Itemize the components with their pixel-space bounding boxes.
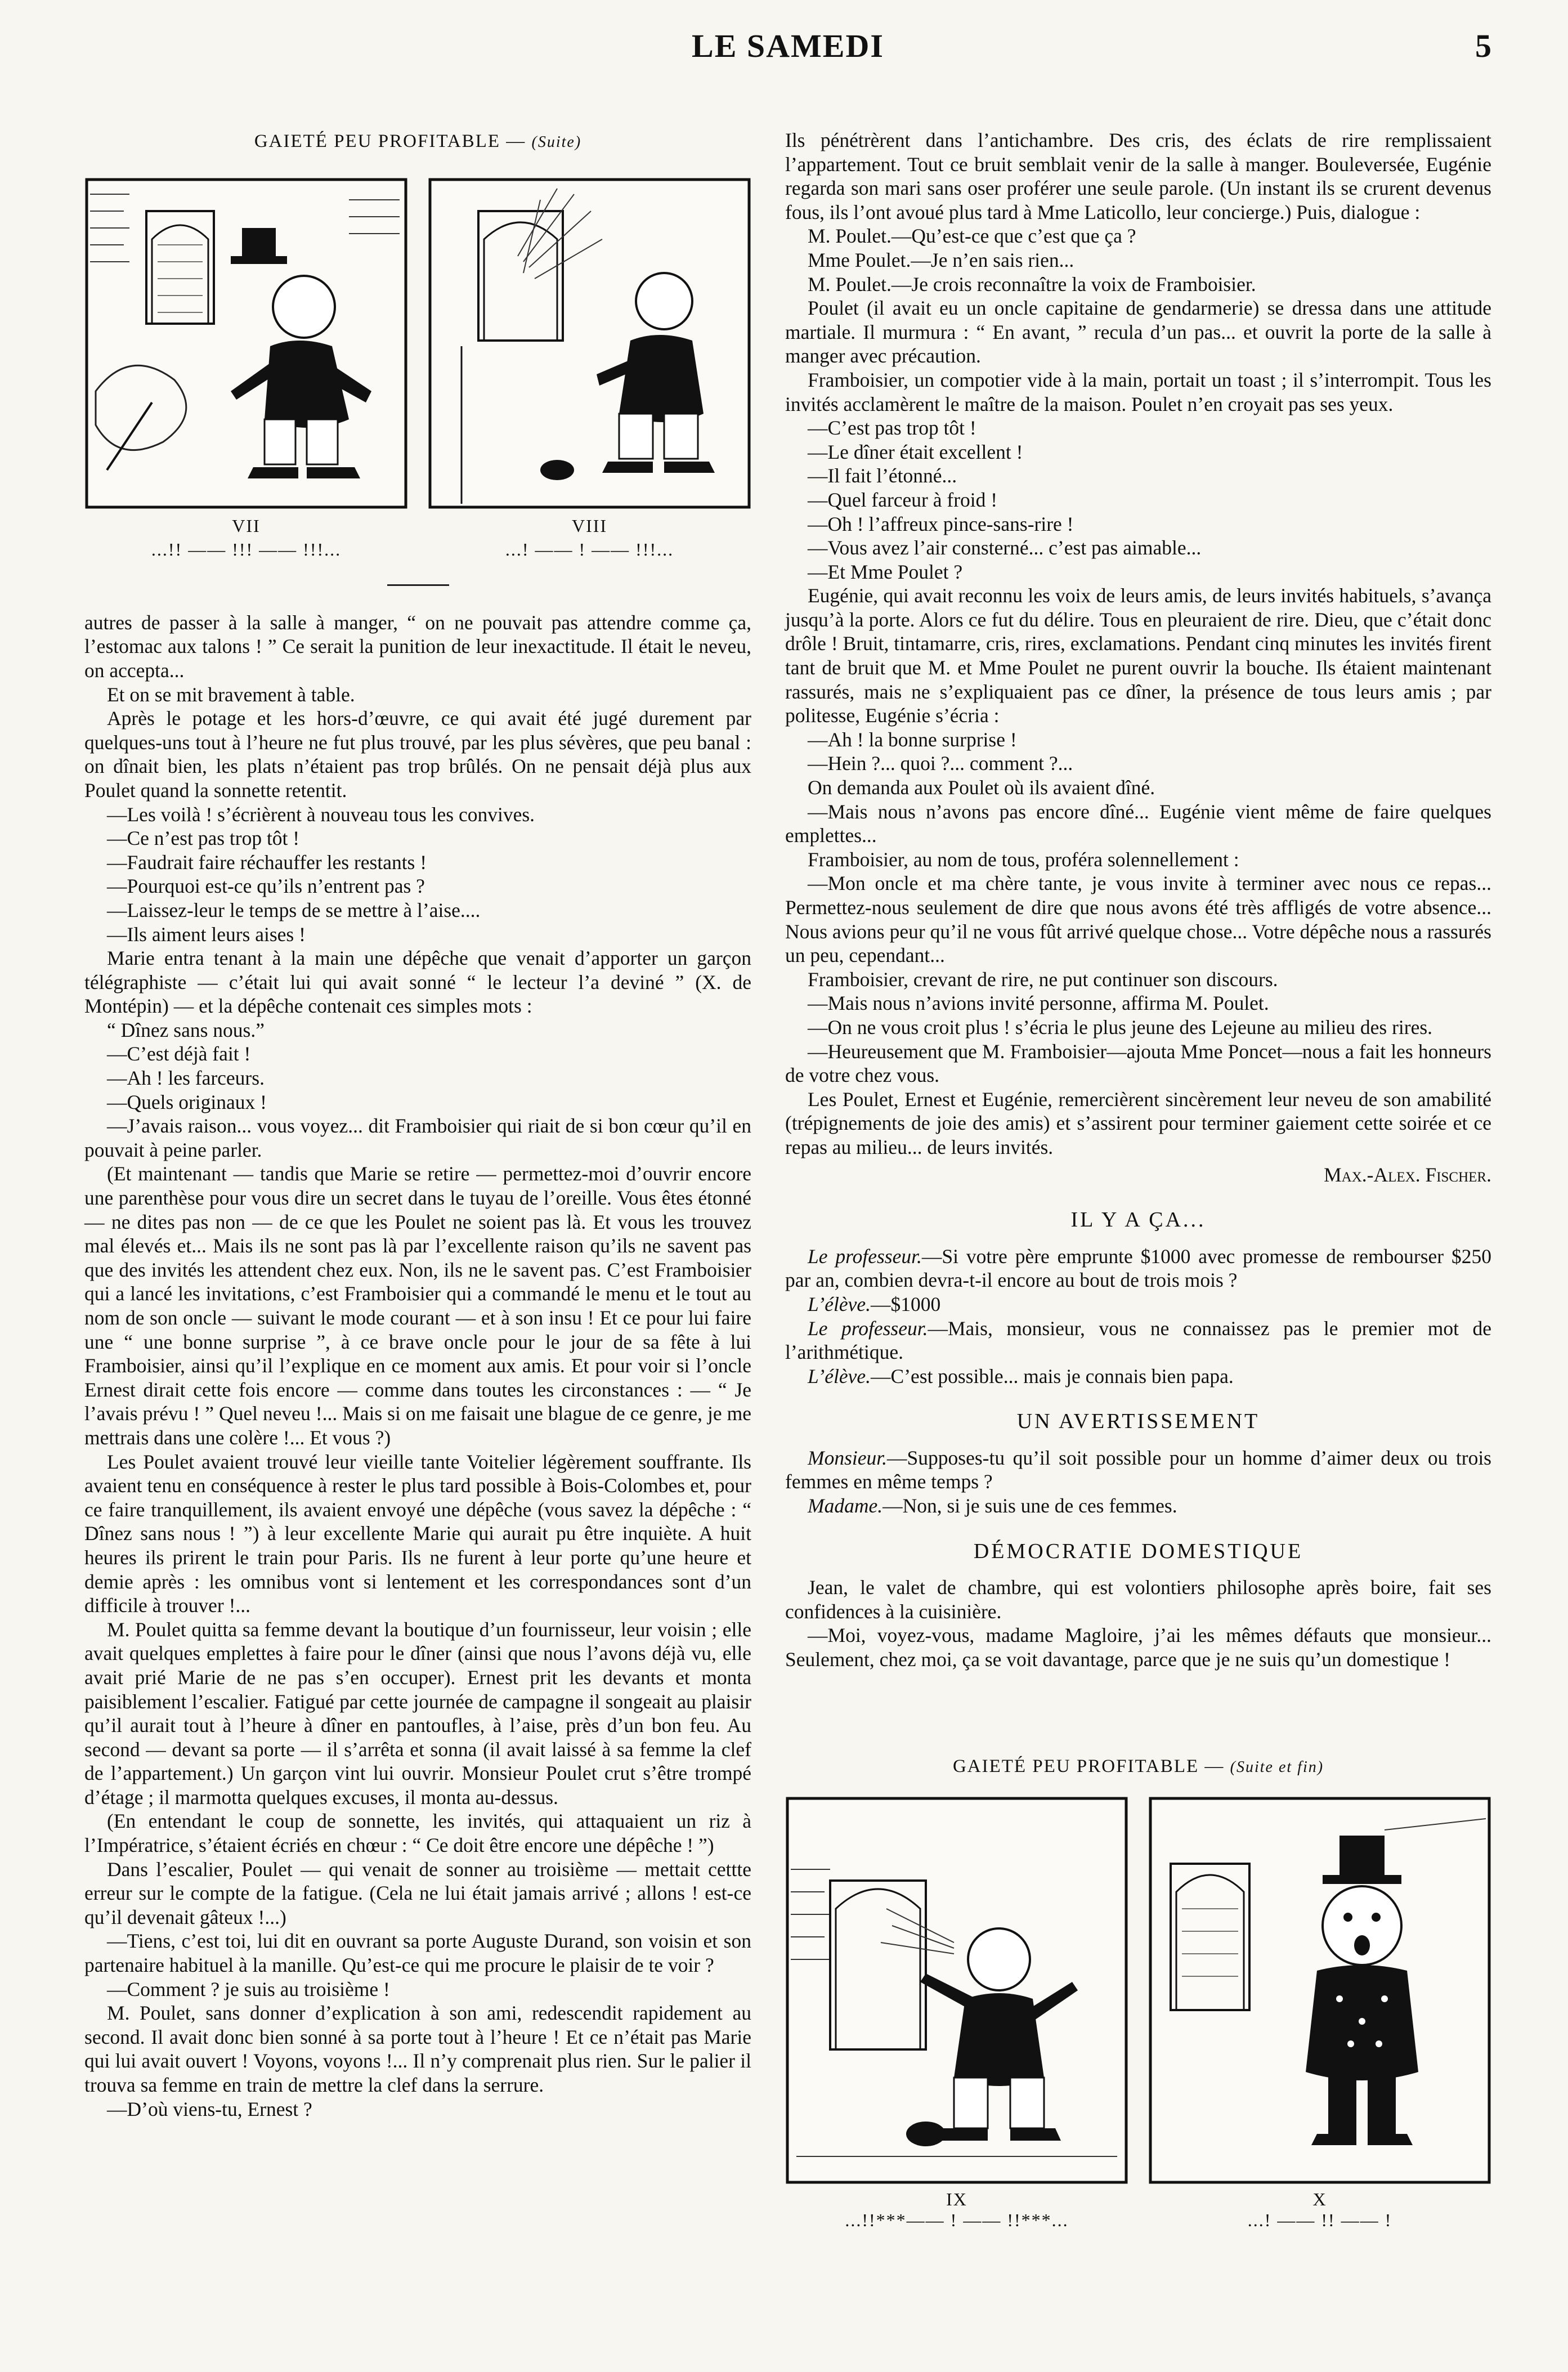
paragraph: —Le dîner était excellent ! [808,440,1023,463]
paragraph: —Quels originaux ! [107,1090,267,1113]
author-signature: Max.-Alex. Fischer. [1324,1163,1491,1186]
caption-suffix: (Suite) [531,133,582,151]
illustration-panel-ix [785,1796,1128,2231]
paragraph: M. Poulet.—Je crois reconnaître la voix de Framboisier. [808,272,1256,296]
line-text: —C’est possible... mais je connais bien papa. [871,1364,1234,1388]
caption-title: GAIETÉ PEU PROFITABLE — [254,131,526,151]
paragraph: —Ah ! la bonne surprise ! [808,728,1017,751]
paragraph: Et on se mit bravement à table. [107,683,355,706]
bottom-illustration-caption [785,1756,1491,1777]
paragraph: —Comment ? je suis au troisième ! [107,1977,390,2000]
panel-caption: ...! —— ! —— !!!... [505,539,674,560]
paragraph: Framboisier, crevant de rire, ne put continuer son discours. [808,968,1278,991]
paragraph: —Et Mme Poulet ? [808,560,963,583]
paragraph: Ils pénétrèrent dans l’antichambre. Des cris, des éclats de rire remplissaient l’appartement. Tout ce bruit semblait venir de la salle à manger. Bouleversée, Eugénie regarda son mari sans oser proférer une seule parole. (Un instant ils se crurent devenus fous, ils l’ont avoué plus tard à Mme Laticollo, leur concierge.) Puis, dialogue : [785,129,1491,223]
cartoon-man-water-spray-drawing [428,177,751,509]
panel-numeral: X [1312,2189,1327,2209]
paragraph: Eugénie, qui avait reconnu les voix de leurs amis, de leurs invités habituels, s’avança jusqu’à la porte. Alors ce fut du délire. Tous en pleuraient de rire. Dieu, que c’était donc drôle ! Bruit, tintamarre, cris, rires, exclamations. Pendant cinq minutes les invités firent tant de bruit que M. et Mme Poulet ne purent ouvrir la bouche. Ils étaient maintenant rassurés, mais ne s’expliquaient pas ce dîner, la présence de tous leurs amis ; par politesse, Eugénie s’écria : [785,584,1491,727]
paragraph: —Ce n’est pas trop tôt ! [107,827,300,850]
speaker: Monsieur. [808,1446,888,1469]
bottom-illustration-block [785,1756,1491,2231]
speaker: Madame. [808,1494,883,1518]
paragraph: —Heureusement que M. Framboisier—ajouta Mme Poncet—nous a fait les honneurs de votre chez vous. [785,1040,1491,1087]
paragraph: —Il fait l’étonné... [808,464,957,487]
paragraph: —Les voilà ! s’écrièrent à nouveau tous les convives. [107,803,535,826]
caption-title: GAIETÉ PEU PROFITABLE — [952,1756,1225,1776]
paragraph: —Mais nous n’avons pas encore dîné... Eugénie vient même de faire quelques emplettes... [785,800,1491,847]
right-column [785,128,1491,1672]
paragraph: On demanda aux Poulet où ils avaient dîné. [808,776,1155,799]
paragraph: —Ils aiment leurs aises ! [107,923,306,946]
paragraph: Framboisier, au nom de tous, proféra solennellement : [808,848,1239,871]
paragraph: Après le potage et les hors-d’œuvre, ce qui avait été jugé durement par quelques-uns tout à l’heure ne fut plus trouvé, par les plus sévères, que peu banal : on dînait bien, les plats n’étaient pas trop brûlés. On ne pensait déjà plus aux Poulet quand la sonnette retentit. [84,707,751,802]
paragraph: —On ne vous croit plus ! s’écria le plus jeune des Lejeune au milieu des rires. [808,1015,1433,1039]
bottom-illustration-panels [785,1796,1491,2231]
dialogue-line [785,1245,1491,1292]
panel-caption: ...! —— !! —— ! [1247,2210,1392,2230]
illustration-panel-vii [84,177,408,562]
paragraph: —Mais nous n’avions invité personne, affirma M. Poulet. [808,992,1269,1015]
paragraph: Marie entra tenant à la main une dépêche que venait d’apporter un garçon télégraphiste — c’était lui qui avait sonné “ le lecteur l’a deviné ” (X. de Montépin) — et la dépêche contenait ces simples mots : [84,947,751,1018]
speaker: Le professeur. [808,1317,928,1340]
caption-suffix: (Suite et fin) [1230,1758,1324,1776]
paragraph: (Et maintenant — tandis que Marie se retire — permettez-moi d’ouvrir encore une parenthèse pour vous dire un secret dans le tuyau de l’oreille. Vous êtes étonné — ne dites pas non — de ce que les Poulet ne soient pas là. Et vous les trouvez mal élevés et... Mais ils ne sont pas là par l’excellente raison qu’ils ne savent pas que des invités les attendent chez eux. Non, ils ne le savent pas. C’est Framboisier qui a lancé les invitations, c’est Framboisier qui a commandé le menu et le tout au nom de son oncle — suivant le mode courant — et à son insu ! Et ce pour lui faire une “ une bonne surprise ”, à ce brave oncle pour le jour de sa fête à lui Framboisier, ainsi qu’il l’explique en ce moment aux amis. Et pour voir si l’oncle Ernest dirait cette fois encore — comme dans toutes les circonstances : — “ Je l’avais prévu ! ” Quel neveu !... Mais si on me faisait une blague de ce genre, je me mettrais dans une colère !... Et vous ?) [84,1162,751,1449]
paragraph: Mme Poulet.—Je n’en sais rien... [808,248,1074,271]
left-column [84,129,751,2121]
paragraph: “ Dînez sans nous.” [107,1018,265,1041]
paragraph: —Oh ! l’affreux pince-sans-rire ! [808,512,1074,535]
paragraph: —Quel farceur à froid ! [808,488,998,511]
paragraph: —J’avais raison... vous voyez... dit Framboisier qui riait de si bon cœur qu’il en pouvait à peine parler. [84,1115,751,1161]
paragraph: Dans l’escalier, Poulet — qui venait de sonner au troisième — mettait cettte erreur sur le compte de la fatigue. (Cela ne lui était jamais arrivé ; allons ! est-ce qu’il devenait gâteux !...) [84,1858,751,1928]
line-text: —Si votre père emprunte $1000 avec promesse de rembourser $250 par an, combien devra-t-il encore au bout de trois mois ? [785,1245,1491,1292]
illustration-panel-x [1148,1796,1491,2231]
panel-caption: ...!!***—— ! —— !!***... [845,2210,1069,2230]
speaker: L’élève. [808,1364,871,1388]
paragraph: —Moi, voyez-vous, madame Magloire, j’ai les mêmes défauts que monsieur... Seulement, chez moi, ça se voit davantage, parce que je ne suis qu’un domestique ! [785,1624,1491,1671]
line-text: —$1000 [871,1292,941,1315]
paragraph: Framboisier, un compotier vide à la main, portait un toast ; il s’interrompit. Tous les invités acclamèrent le maître de la maison. Poulet n’en croyait pas ses yeux. [785,368,1491,415]
top-illustration-panels [84,177,751,562]
dialogue-line [785,1446,1491,1494]
cartoon-man-startled-drawing [84,177,408,509]
section-title-avertissement: UN AVERTISSEMENT [1016,1409,1260,1434]
dialogue-line [785,1317,1491,1364]
illustration-panel-viii [428,177,751,562]
panel-numeral: VII [232,515,261,536]
paragraph: —C’est pas trop tôt ! [808,417,976,440]
page-number: 5 [1475,28,1491,64]
paragraph: —Vous avez l’air consterné... c’est pas aimable... [808,536,1202,560]
cartoon-man-running-drawing [785,1796,1128,2185]
paragraph: M. Poulet quitta sa femme devant la boutique d’un fournisseur, leur voisin ; elle avait quelques emplettes à faire pour le dîner (ainsi que nous l’avons déjà vu, elle avait prié Marie de ne pas s’en occuper). Ernest prit les devants et monta paisiblement l’escalier. Fatigué par cette journée de campagne il songeait au plaisir qu’il aurait tout à l’heure à dîner en pantoufles, à l’aise, près d’un bon feu. Au second — devant sa porte — il s’arrêta et sonna (il avait laissé à sa femme la clef de l’appartement.) Un garçon vint lui ouvrir. Monsieur Poulet crut s’être trompé d’étage ; il marmotta quelques excuses, il monta au-dessus. [84,1618,751,1809]
top-illustration-caption [84,129,751,155]
line-text: —Supposes-tu qu’il soit possible pour un homme d’aimer deux ou trois femmes en même temps ? [785,1446,1491,1493]
paragraph: —Hein ?... quoi ?... comment ?... [808,752,1073,775]
dialogue-line [785,1494,1491,1518]
paragraph: —Faudrait faire réchauffer les restants ! [107,851,427,874]
paragraph: M. Poulet, sans donner d’explication à son ami, redescendit rapidement au second. Il avait donc bien sonné à sa porte tout à l’heure ! Et ce n’était pas Marie qui lui avait ouvert ! Voyons, voyons !... Il n’y comprenait plus rien. Sur le palier il trouva sa femme en train de mettre la clef dans la serrure. [84,2002,751,2096]
cartoon-man-shocked-drawing [1148,1796,1491,2185]
paragraph: Les Poulet avaient trouvé leur vieille tante Voitelier légèrement souffrante. Ils avaient tenu en conséquence à rester le plus tard possible à Bois-Colombes et, pour ce faire tranquillement, ils avaient envoyé une dépêche (vous savez la dépêche : “ Dînez sans nous ! ”) à leur excellente Marie qui aurait pu être inquiète. A huit heures ils prirent le train pour Paris. Ils ne furent à leur porte qu’une heure et demie après : les omnibus vont si lentement et les correspondances sont d’un difficile à trouver !... [84,1450,751,1617]
story-text-left [84,611,751,2121]
paragraph: (En entendant le coup de sonnette, les invités, qui attaquaient un riz à l’Impératrice, s’étaient écriés en chœur : “ Ce doit être encore une dépêche ! ”) [84,1810,751,1857]
section-title-democratie: DÉMOCRATIE DOMESTIQUE [973,1539,1303,1563]
panel-caption: ...!! —— !!! —— !!!... [151,539,342,560]
panel-numeral: IX [946,2189,967,2209]
paragraph: —Pourquoi est-ce qu’ils n’entrent pas ? [107,875,425,898]
panel-numeral: VIII [571,515,608,536]
paragraph: Les Poulet, Ernest et Eugénie, remercièrent sincèrement leur neveu de son amabilité (trépignements de joie des amis) et s’assirent pour terminer gaiement cette soirée et ce repas au milieu... de leurs invités. [785,1087,1491,1158]
paragraph: —D’où viens-tu, Ernest ? [107,2097,312,2120]
paragraph: —Mon oncle et ma chère tante, je vous invite à terminer avec nous ce repas... Permettez-nous seulement de dire que nous avons été très affligés de votre absence... Nous avions peur qu’il ne vous fût arrivé quelque chose... Votre dépêche nous a rassurés un peu, cependant... [785,872,1491,967]
paragraph: —Laissez-leur le temps de se mettre à l’aise.... [107,898,481,921]
paragraph: Poulet (il avait eu un oncle capitaine de gendarmerie) se dressa dans une attitude martiale. Il murmura : “ En avant, ” recula d’un pas... et ouvrit la porte de la salle à manger avec précaution. [785,297,1491,368]
section-title-il-y-a-ca: IL Y A ÇA... [1070,1208,1206,1232]
journal-title: LE SAMEDI [692,28,884,64]
page-header [84,23,1491,73]
dialogue-line [785,1364,1491,1389]
paragraph: —Tiens, c’est toi, lui dit en ouvrant sa porte Auguste Durand, son voisin et son partenaire habituel à la manille. Qu’est-ce qui me procure le plaisir de te voir ? [84,1930,751,1977]
speaker: Le professeur. [808,1245,922,1268]
paragraph: autres de passer à la salle à manger, “ on ne pouvait pas attendre comme ça, l’estomac aux talons ! ” Ce serait la punition de leur inexactitude. Il était le neveu, on accepta... [84,611,751,682]
paragraph: —C’est déjà fait ! [107,1042,251,1066]
dialogue-line [785,1292,1491,1317]
line-text: —Mais, monsieur, vous ne connaissez pas le premier mot de l’arithmétique. [785,1317,1491,1364]
line-text: —Non, si je suis une de ces femmes. [882,1494,1177,1518]
paragraph: —Ah ! les farceurs. [107,1067,265,1090]
paragraph: Jean, le valet de chambre, qui est volontiers philosophe après boire, fait ses confidences à la cuisinière. [785,1576,1491,1623]
speaker: L’élève. [808,1292,871,1315]
separator-rule [387,584,449,586]
paragraph: M. Poulet.—Qu’est-ce que c’est que ça ? [808,225,1136,248]
